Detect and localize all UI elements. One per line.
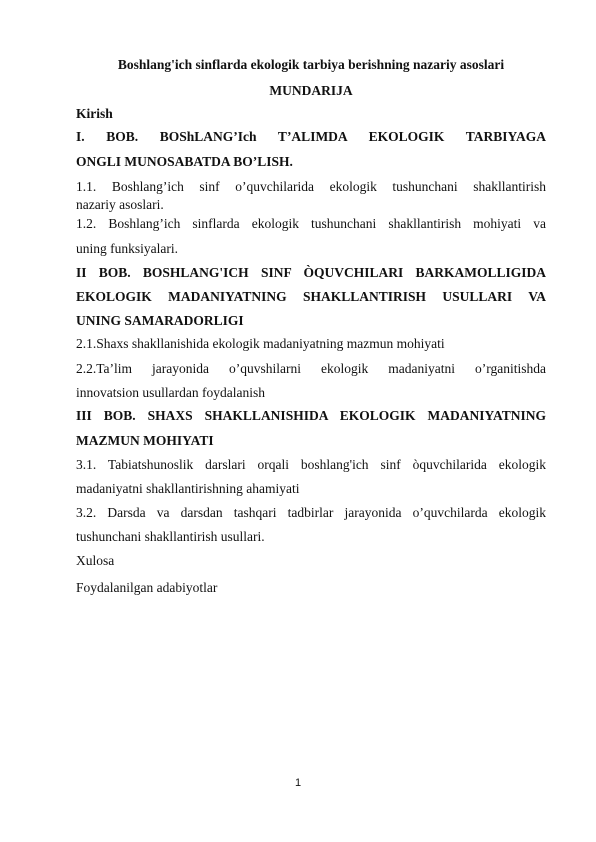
toc-chapter-3-title: III BOB. SHAXS SHAKLLANISHIDA EKOLOGIK MADANIYATNING — [76, 408, 546, 423]
toc-section-3-2: 3.2. Darsda va darsdan tashqari tadbirlar jarayonida o’quvchilarda ekologik — [76, 505, 546, 520]
toc-chapter-3-title-cont: MAZMUN MOHIYATI — [76, 433, 214, 448]
toc-section-2-1: 2.1.Shaxs shakllanishida ekologik madaniyatning mazmun mohiyati — [76, 336, 445, 351]
toc-section-3-2-cont: tushunchani shakllantirish usullari. — [76, 529, 265, 544]
toc-chapter-2-title-end: UNING SAMARADORLIGI — [76, 313, 244, 328]
toc-conclusion: Xulosa — [76, 553, 115, 568]
toc-references: Foydalanilgan adabiyotlar — [76, 580, 218, 595]
toc-chapter-1-title-cont: ONGLI MUNOSABATDA BO’LISH. — [76, 154, 293, 169]
toc-section-3-1-cont: madaniyatni shakllantirishning ahamiyati — [76, 481, 300, 496]
toc-section-1-1-cont: nazariy asoslari. — [76, 197, 164, 212]
page-number: 1 — [294, 777, 302, 789]
contents-heading: MUNDARIJA — [269, 83, 353, 98]
toc-section-1-2: 1.2. Boshlang’ich sinflarda ekologik tushunchani shakllantirish mohiyati va — [76, 216, 546, 231]
toc-chapter-2-title-cont: EKOLOGIK MADANIYATNING SHAKLLANTIRISH USULLARI VA — [76, 289, 546, 304]
toc-section-2-2-cont: innovatsion usullardan foydalanish — [76, 385, 265, 400]
toc-intro: Kirish — [76, 106, 113, 121]
toc-chapter-1-title: I. BOB. BOShLANG’Ich T’ALIMDA EKOLOGIK TARBIYAGA — [76, 129, 546, 144]
document-title: Boshlang'ich sinflarda ekologik tarbiya berishning nazariy asoslari — [117, 57, 505, 72]
toc-section-2-2: 2.2.Ta’lim jarayonida o’quvshilarni ekologik madaniyatni o’rganitishda — [76, 361, 546, 376]
toc-chapter-2-title: II BOB. BOSHLANG'ICH SINF ÒQUVCHILARI BARKAMOLLIGIDA — [76, 265, 546, 280]
toc-section-1-1: 1.1. Boshlang’ich sinf o’quvchilarida ekologik tushunchani shakllantirish — [76, 179, 546, 194]
toc-section-3-1: 3.1. Tabiatshunoslik darslari orqali boshlang'ich sinf òquvchilarida ekologik — [76, 457, 546, 472]
toc-section-1-2-cont: uning funksiyalari. — [76, 241, 178, 256]
